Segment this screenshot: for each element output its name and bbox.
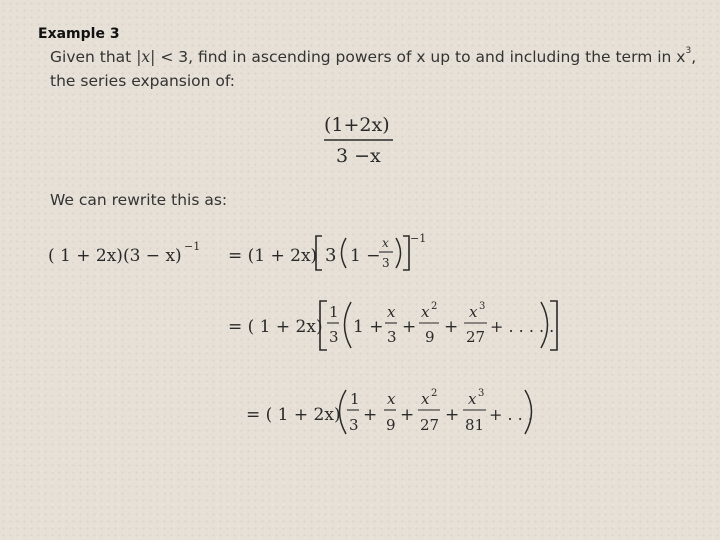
step2-t2-exp: 2	[431, 301, 438, 312]
step2-f1-den: 3	[329, 328, 339, 346]
left-paren	[342, 238, 347, 268]
step3-t2-num: x	[421, 390, 430, 408]
step3-t1-den: 9	[386, 416, 396, 434]
lhs-exponent: −1	[184, 240, 201, 253]
step1-frac-num: x	[382, 236, 389, 250]
step3-ellipsis: + . . .	[489, 405, 533, 424]
step3-plus-3: +	[445, 405, 460, 425]
step2-t3-num: x	[469, 303, 478, 321]
step2-plus-1: +	[402, 317, 417, 337]
step3-t0-num: 1	[350, 390, 360, 408]
fraction-numerator: (1+2x)	[324, 114, 390, 136]
step2-t3-den: 27	[466, 328, 486, 346]
power-three: 3	[685, 46, 692, 56]
right-square-bracket	[403, 236, 409, 270]
step2-t3-exp: 3	[479, 301, 486, 312]
step3-plus-2: +	[400, 405, 415, 425]
step3-t2-exp: 2	[431, 388, 438, 399]
problem-rest-text: < 3, find in ascending powers of x up to and including the term in x	[160, 48, 686, 66]
step1-three: 3	[325, 245, 337, 266]
step2-prefix: = ( 1 + 2x)	[228, 317, 323, 337]
step3-t1-num: x	[387, 390, 396, 408]
step2-t2-den: 9	[425, 328, 435, 346]
example-heading: Example 3	[38, 26, 120, 42]
step3-t3-den: 81	[465, 416, 485, 434]
step2-one-plus: 1 +	[353, 317, 384, 337]
step3-plus-1: +	[363, 405, 378, 425]
comma: ,	[691, 48, 697, 66]
step2-left-paren	[345, 302, 352, 348]
step2-f1-num: 1	[329, 303, 339, 321]
step3-t3-exp: 3	[478, 388, 485, 399]
step2-t1-num: x	[387, 303, 396, 321]
rewrite-label: We can rewrite this as:	[50, 191, 228, 209]
step3-prefix: = ( 1 + 2x)	[246, 405, 341, 425]
step1-exponent: −1	[410, 232, 427, 245]
problem-statement-line-2: the series expansion of:	[50, 72, 236, 90]
given-text: Given that	[50, 48, 132, 66]
abs-x: |x|	[136, 48, 156, 66]
step2-plus-2: +	[444, 317, 459, 337]
step2-t2-num: x	[421, 303, 430, 321]
step1-one-minus: 1 −	[350, 246, 381, 266]
lhs-expression: ( 1 + 2x)(3 − x)	[48, 246, 182, 266]
step1-prefix: = (1 + 2x)	[228, 246, 318, 266]
fraction-denominator: 3 −x	[336, 145, 381, 167]
step2-t1-den: 3	[387, 328, 397, 346]
right-paren	[396, 238, 401, 268]
step3-t3-num: x	[468, 390, 477, 408]
step1-frac-den: 3	[382, 256, 390, 270]
step2-ellipsis: + . . . . .	[490, 317, 555, 336]
step3-t0-den: 3	[349, 416, 359, 434]
step3-t2-den: 27	[420, 416, 440, 434]
